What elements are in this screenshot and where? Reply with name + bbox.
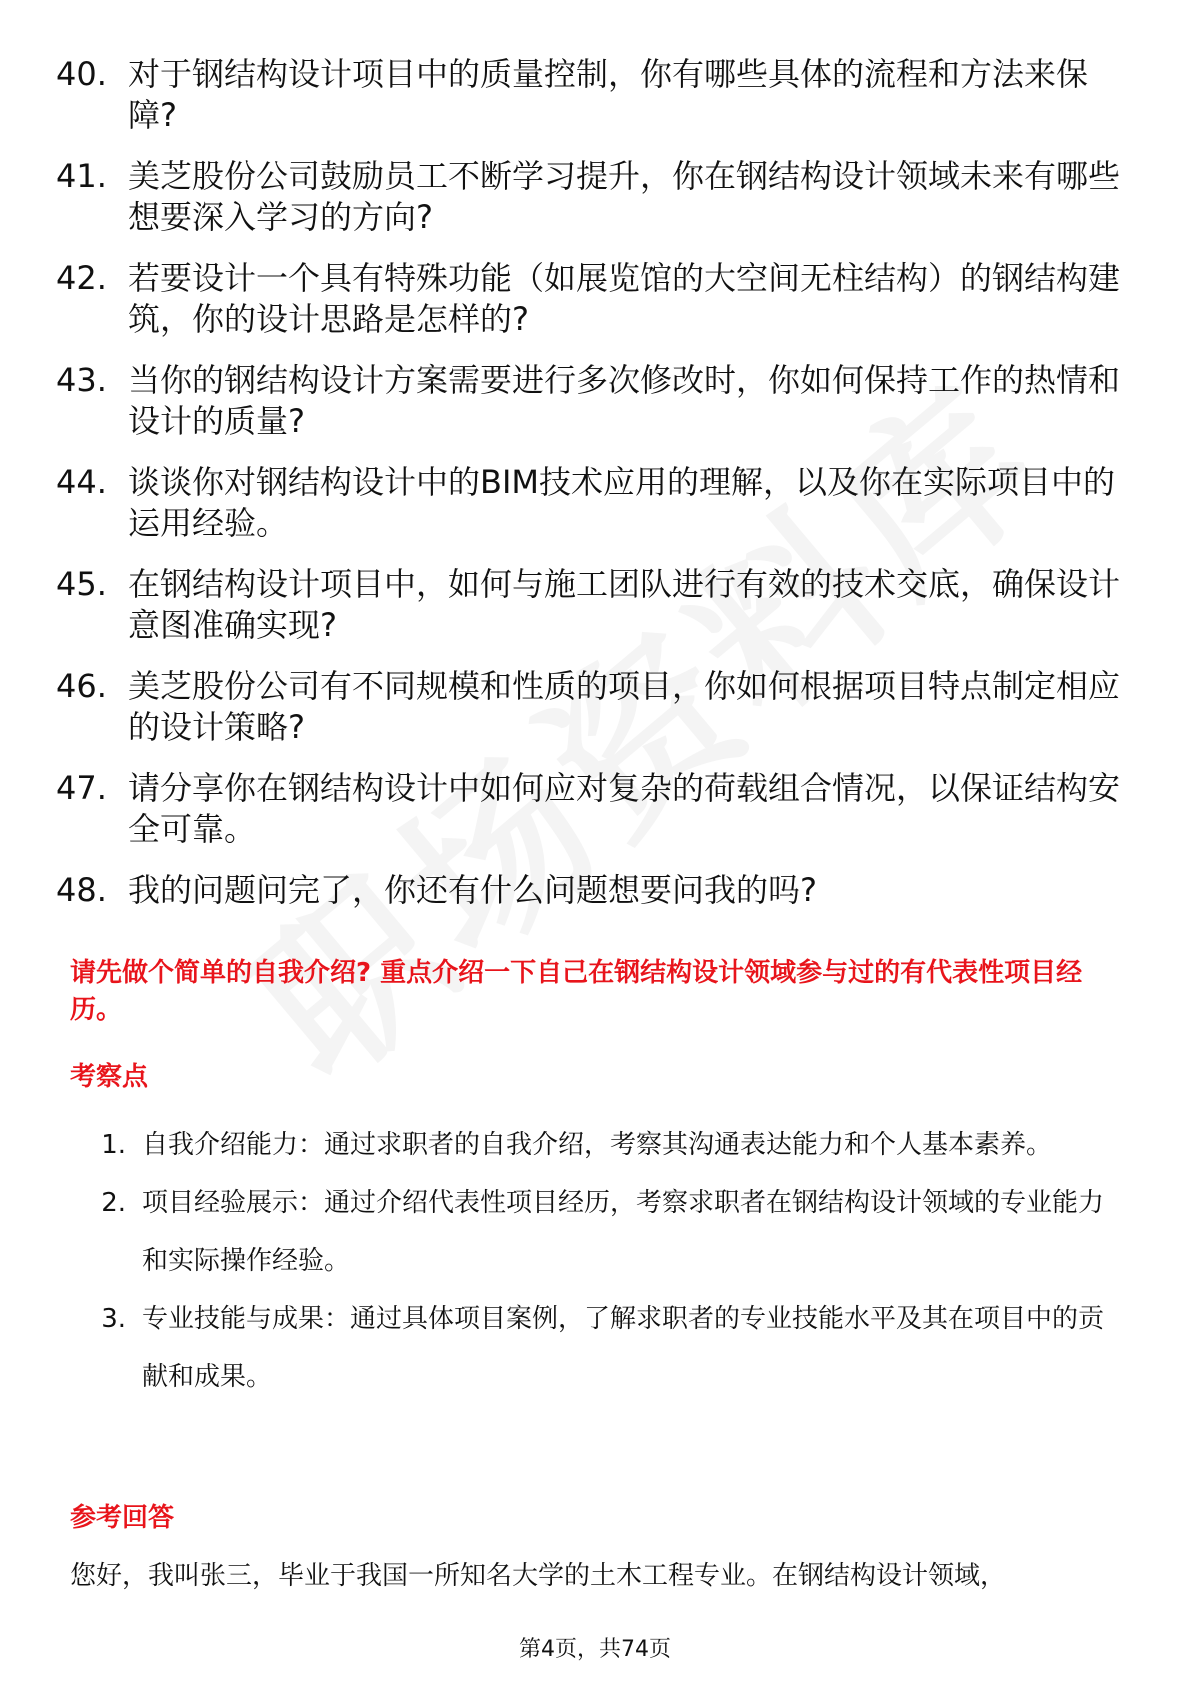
answer-title: 参考回答 (70, 1503, 175, 1533)
question-text: 我的问题问完了，你还有什么问题想要问我的吗? (128, 871, 817, 909)
featured-question-heading: 请先做个简单的自我介绍? 重点介绍一下自己在钢结构设计领域参与过的有代表性项目经历。 (70, 958, 1083, 1025)
question-item (56, 54, 1136, 136)
question-number: 42. (56, 259, 107, 297)
question-list (56, 54, 1136, 931)
question-text: 当你的钢结构设计方案需要进行多次修改时，你如何保持工作的热情和设计的质量? (128, 361, 1121, 440)
point-text: 项目经验展示：通过介绍代表性项目经历，考察求职者在钢结构设计领域的专业能力和实际操作经验。 (142, 1188, 1105, 1276)
points-title: 考察点 (70, 1062, 149, 1092)
question-item (56, 258, 1136, 340)
question-item (56, 870, 1136, 911)
question-number: 44. (56, 463, 107, 501)
question-text: 美芝股份公司有不同规模和性质的项目，你如何根据项目特点制定相应的设计策略? (128, 667, 1121, 746)
point-number: 1. (101, 1130, 126, 1160)
question-number: 46. (56, 667, 107, 705)
question-text: 在钢结构设计项目中，如何与施工团队进行有效的技术交底，确保设计意图准确实现? (128, 565, 1121, 644)
question-item (56, 666, 1136, 748)
question-text: 美芝股份公司鼓励员工不断学习提升，你在钢结构设计领域未来有哪些想要深入学习的方向? (128, 157, 1121, 236)
question-number: 48. (56, 871, 107, 909)
point-text: 自我介绍能力：通过求职者的自我介绍，考察其沟通表达能力和个人基本素养。 (142, 1130, 1053, 1160)
question-item (56, 768, 1136, 850)
point-item (70, 1174, 1125, 1290)
question-item (56, 462, 1136, 544)
page-footer: 第4页，共74页 (519, 1637, 671, 1662)
question-item (56, 360, 1136, 442)
point-text: 专业技能与成果：通过具体项目案例，了解求职者的专业技能水平及其在项目中的贡献和成果。 (142, 1304, 1105, 1392)
question-number: 43. (56, 361, 107, 399)
question-number: 41. (56, 157, 107, 195)
question-number: 47. (56, 769, 107, 807)
question-text: 对于钢结构设计项目中的质量控制，你有哪些具体的流程和方法来保障? (128, 55, 1089, 134)
answer-text: 您好，我叫张三，毕业于我国一所知名大学的土木工程专业。在钢结构设计领域， (70, 1561, 1007, 1591)
question-number: 40. (56, 55, 107, 93)
question-item (56, 564, 1136, 646)
question-text: 若要设计一个具有特殊功能（如展览馆的大空间无柱结构）的钢结构建筑，你的设计思路是怎样的? (128, 259, 1121, 338)
point-number: 2. (101, 1188, 126, 1218)
point-item (70, 1116, 1125, 1174)
point-item (70, 1290, 1125, 1406)
question-text: 请分享你在钢结构设计中如何应对复杂的荷载组合情况，以保证结构安全可靠。 (128, 769, 1121, 848)
question-text: 谈谈你对钢结构设计中的BIM技术应用的理解，以及你在实际项目中的运用经验。 (128, 463, 1116, 542)
point-number: 3. (101, 1304, 126, 1334)
question-item (56, 156, 1136, 238)
question-number: 45. (56, 565, 107, 603)
points-list (70, 1116, 1125, 1406)
